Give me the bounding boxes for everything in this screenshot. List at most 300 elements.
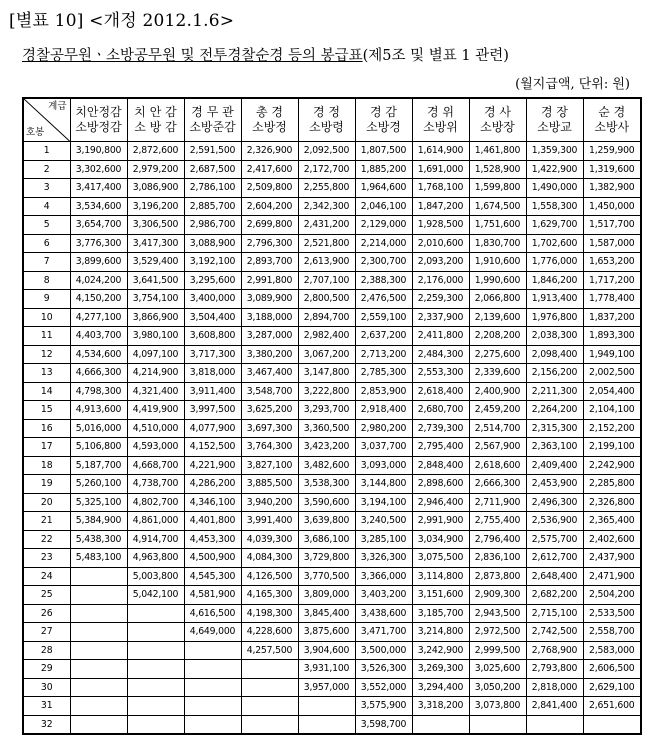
salary-cell: 2,211,300 xyxy=(526,382,583,401)
salary-cell: 2,139,600 xyxy=(469,308,526,327)
pay-row xyxy=(23,660,641,679)
salary-cell: 1,528,900 xyxy=(469,160,526,179)
salary-cell: 2,484,300 xyxy=(412,345,469,364)
fire-rank-label: 소 방 감 xyxy=(134,120,177,134)
salary-cell: 3,185,700 xyxy=(412,604,469,623)
step-number-cell: 27 xyxy=(23,623,70,642)
salary-cell: 2,637,200 xyxy=(355,327,412,346)
salary-cell: 3,192,100 xyxy=(184,253,241,272)
salary-cell: 3,991,400 xyxy=(241,512,298,531)
fire-rank-label: 소방준감 xyxy=(189,120,236,134)
rank-column-header xyxy=(355,98,412,142)
salary-cell: 2,946,400 xyxy=(412,493,469,512)
salary-cell: 3,776,300 xyxy=(70,234,127,253)
salary-cell: 3,025,600 xyxy=(469,660,526,679)
salary-cell: 3,293,700 xyxy=(298,401,355,420)
salary-cell: 2,496,300 xyxy=(526,493,583,512)
step-number-cell: 25 xyxy=(23,586,70,605)
pay-row xyxy=(23,364,641,383)
salary-cell: 5,260,100 xyxy=(70,475,127,494)
salary-cell: 2,214,000 xyxy=(355,234,412,253)
pay-row xyxy=(23,179,641,198)
salary-cell: 3,590,600 xyxy=(298,493,355,512)
salary-cell: 2,504,200 xyxy=(583,586,641,605)
salary-cell: 3,380,200 xyxy=(241,345,298,364)
salary-cell: 2,453,900 xyxy=(526,475,583,494)
salary-cell xyxy=(241,715,298,734)
salary-cell: 2,666,300 xyxy=(469,475,526,494)
salary-cell: 1,928,500 xyxy=(412,216,469,235)
salary-cell: 4,257,500 xyxy=(241,641,298,660)
salary-cell: 3,538,300 xyxy=(298,475,355,494)
salary-cell: 2,841,400 xyxy=(526,697,583,716)
salary-cell: 3,471,700 xyxy=(355,623,412,642)
salary-cell: 2,785,300 xyxy=(355,364,412,383)
salary-cell: 1,910,600 xyxy=(469,253,526,272)
salary-cell: 4,510,000 xyxy=(127,419,184,438)
fire-rank-label: 소방위 xyxy=(423,120,458,134)
salary-cell: 1,490,000 xyxy=(526,179,583,198)
step-number-cell: 15 xyxy=(23,401,70,420)
salary-cell: 3,529,400 xyxy=(127,253,184,272)
step-number-cell: 9 xyxy=(23,290,70,309)
salary-cell: 3,067,200 xyxy=(298,345,355,364)
salary-cell: 2,365,400 xyxy=(583,512,641,531)
police-rank-label: 경 위 xyxy=(427,105,454,119)
salary-cell: 4,221,900 xyxy=(184,456,241,475)
salary-cell xyxy=(70,697,127,716)
salary-cell: 3,997,500 xyxy=(184,401,241,420)
salary-cell: 3,827,100 xyxy=(241,456,298,475)
salary-cell: 3,423,200 xyxy=(298,438,355,457)
salary-cell: 4,738,700 xyxy=(127,475,184,494)
salary-cell: 1,776,000 xyxy=(526,253,583,272)
step-number-cell: 2 xyxy=(23,160,70,179)
fire-rank-label: 소방경 xyxy=(366,120,401,134)
salary-cell: 4,666,300 xyxy=(70,364,127,383)
pay-row xyxy=(23,290,641,309)
salary-cell: 3,764,300 xyxy=(241,438,298,457)
salary-cell: 4,228,600 xyxy=(241,623,298,642)
salary-cell: 3,504,400 xyxy=(184,308,241,327)
salary-cell: 1,893,300 xyxy=(583,327,641,346)
salary-cell: 4,321,400 xyxy=(127,382,184,401)
salary-cell: 2,388,300 xyxy=(355,271,412,290)
pay-row xyxy=(23,493,641,512)
step-number-cell: 12 xyxy=(23,345,70,364)
salary-cell: 3,686,100 xyxy=(298,530,355,549)
step-number-cell: 24 xyxy=(23,567,70,586)
salary-cell: 3,500,000 xyxy=(355,641,412,660)
rank-column-header xyxy=(241,98,298,142)
salary-cell: 5,042,100 xyxy=(127,586,184,605)
pay-row xyxy=(23,308,641,327)
salary-cell: 4,581,900 xyxy=(184,586,241,605)
salary-cell: 4,346,100 xyxy=(184,493,241,512)
salary-cell: 4,097,100 xyxy=(127,345,184,364)
salary-cell: 3,034,900 xyxy=(412,530,469,549)
fire-rank-label: 소방교 xyxy=(537,120,572,134)
salary-cell: 3,417,400 xyxy=(70,179,127,198)
pay-row xyxy=(23,438,641,457)
police-rank-label: 총 경 xyxy=(256,105,283,119)
pay-table-body xyxy=(23,142,641,735)
salary-cell: 1,614,900 xyxy=(412,142,469,161)
salary-cell: 4,401,800 xyxy=(184,512,241,531)
rank-column-header xyxy=(70,98,127,142)
step-number-cell: 19 xyxy=(23,475,70,494)
salary-cell: 3,729,800 xyxy=(298,549,355,568)
salary-cell xyxy=(127,604,184,623)
salary-cell: 2,476,500 xyxy=(355,290,412,309)
salary-cell: 3,957,000 xyxy=(298,678,355,697)
salary-cell: 3,467,400 xyxy=(241,364,298,383)
salary-cell: 3,073,800 xyxy=(469,697,526,716)
salary-cell: 2,612,700 xyxy=(526,549,583,568)
step-number-cell: 1 xyxy=(23,142,70,161)
salary-cell: 2,172,700 xyxy=(298,160,355,179)
salary-cell: 3,088,900 xyxy=(184,234,241,253)
step-number-cell: 16 xyxy=(23,419,70,438)
salary-cell xyxy=(583,715,641,734)
police-rank-label: 치안정감 xyxy=(75,105,122,119)
salary-cell: 4,403,700 xyxy=(70,327,127,346)
salary-cell xyxy=(70,586,127,605)
appendix-header: [별표 10] <개정 2012.1.6> xyxy=(9,11,235,31)
salary-cell: 2,591,500 xyxy=(184,142,241,161)
salary-cell: 2,618,400 xyxy=(412,382,469,401)
salary-cell: 3,151,600 xyxy=(412,586,469,605)
salary-cell: 5,384,900 xyxy=(70,512,127,531)
salary-cell: 1,976,800 xyxy=(526,308,583,327)
salary-cell: 4,419,900 xyxy=(127,401,184,420)
salary-cell: 3,639,800 xyxy=(298,512,355,531)
salary-cell: 2,980,200 xyxy=(355,419,412,438)
pay-row xyxy=(23,456,641,475)
salary-cell xyxy=(184,641,241,660)
salary-cell: 2,300,700 xyxy=(355,253,412,272)
salary-cell: 2,979,200 xyxy=(127,160,184,179)
salary-cell: 1,702,600 xyxy=(526,234,583,253)
salary-cell: 2,713,200 xyxy=(355,345,412,364)
step-number-cell: 13 xyxy=(23,364,70,383)
salary-cell: 2,242,900 xyxy=(583,456,641,475)
salary-cell: 3,875,600 xyxy=(298,623,355,642)
salary-cell: 2,853,900 xyxy=(355,382,412,401)
salary-cell: 4,214,900 xyxy=(127,364,184,383)
salary-cell: 2,326,900 xyxy=(241,142,298,161)
salary-cell: 1,461,800 xyxy=(469,142,526,161)
pay-scale-table xyxy=(22,97,642,735)
salary-cell: 3,899,600 xyxy=(70,253,127,272)
salary-cell: 3,403,200 xyxy=(355,586,412,605)
pay-row xyxy=(23,253,641,272)
salary-cell: 1,517,700 xyxy=(583,216,641,235)
salary-cell: 3,326,300 xyxy=(355,549,412,568)
fire-rank-label: 소방령 xyxy=(309,120,344,134)
salary-cell xyxy=(70,660,127,679)
salary-cell: 2,848,400 xyxy=(412,456,469,475)
police-rank-label: 치 안 감 xyxy=(134,105,177,119)
salary-cell: 1,717,200 xyxy=(583,271,641,290)
step-number-cell: 21 xyxy=(23,512,70,531)
salary-cell: 3,093,000 xyxy=(355,456,412,475)
salary-cell: 2,894,700 xyxy=(298,308,355,327)
salary-cell: 2,786,100 xyxy=(184,179,241,198)
salary-cell: 1,653,200 xyxy=(583,253,641,272)
salary-cell: 2,872,600 xyxy=(127,142,184,161)
salary-cell: 3,482,600 xyxy=(298,456,355,475)
step-number-cell: 22 xyxy=(23,530,70,549)
pay-row xyxy=(23,512,641,531)
salary-cell: 2,459,200 xyxy=(469,401,526,420)
salary-cell xyxy=(127,641,184,660)
salary-cell: 3,904,600 xyxy=(298,641,355,660)
salary-cell: 2,437,900 xyxy=(583,549,641,568)
salary-cell: 3,366,000 xyxy=(355,567,412,586)
salary-cell: 2,255,800 xyxy=(298,179,355,198)
pay-row xyxy=(23,271,641,290)
salary-cell: 3,285,100 xyxy=(355,530,412,549)
salary-cell: 2,285,800 xyxy=(583,475,641,494)
salary-cell: 2,152,200 xyxy=(583,419,641,438)
salary-cell: 2,098,400 xyxy=(526,345,583,364)
salary-cell: 4,668,700 xyxy=(127,456,184,475)
salary-cell xyxy=(298,715,355,734)
salary-cell: 2,536,900 xyxy=(526,512,583,531)
step-number-cell: 31 xyxy=(23,697,70,716)
salary-cell: 3,625,200 xyxy=(241,401,298,420)
salary-cell xyxy=(241,660,298,679)
pay-row xyxy=(23,234,641,253)
pay-row xyxy=(23,567,641,586)
salary-cell: 2,575,700 xyxy=(526,530,583,549)
salary-cell: 3,214,800 xyxy=(412,623,469,642)
pay-row xyxy=(23,419,641,438)
salary-cell: 3,552,000 xyxy=(355,678,412,697)
corner-step-label: 호봉 xyxy=(26,127,45,138)
salary-cell: 3,360,500 xyxy=(298,419,355,438)
salary-cell: 2,972,500 xyxy=(469,623,526,642)
salary-cell: 2,129,000 xyxy=(355,216,412,235)
salary-cell xyxy=(70,604,127,623)
salary-cell xyxy=(184,715,241,734)
salary-cell: 2,651,600 xyxy=(583,697,641,716)
pay-row xyxy=(23,623,641,642)
salary-cell: 5,438,300 xyxy=(70,530,127,549)
rank-column-header xyxy=(469,98,526,142)
salary-cell xyxy=(184,678,241,697)
salary-cell: 1,382,900 xyxy=(583,179,641,198)
salary-cell xyxy=(70,623,127,642)
step-number-cell: 30 xyxy=(23,678,70,697)
salary-cell: 3,641,500 xyxy=(127,271,184,290)
salary-cell: 2,275,600 xyxy=(469,345,526,364)
salary-cell: 2,604,200 xyxy=(241,197,298,216)
salary-cell: 2,066,800 xyxy=(469,290,526,309)
unit-note: (월지급액, 단위: 원) xyxy=(515,77,630,92)
salary-cell xyxy=(526,715,583,734)
salary-cell: 2,104,100 xyxy=(583,401,641,420)
step-number-cell: 17 xyxy=(23,438,70,457)
salary-cell: 2,092,500 xyxy=(298,142,355,161)
salary-cell: 4,126,500 xyxy=(241,567,298,586)
salary-cell: 3,697,300 xyxy=(241,419,298,438)
salary-cell: 2,711,900 xyxy=(469,493,526,512)
rank-column-header xyxy=(526,98,583,142)
rank-column-header xyxy=(298,98,355,142)
salary-cell: 4,024,200 xyxy=(70,271,127,290)
step-number-cell: 5 xyxy=(23,216,70,235)
salary-cell: 1,885,200 xyxy=(355,160,412,179)
salary-cell: 2,800,500 xyxy=(298,290,355,309)
pay-row xyxy=(23,678,641,697)
salary-cell: 3,400,000 xyxy=(184,290,241,309)
step-number-cell: 7 xyxy=(23,253,70,272)
salary-cell: 2,038,300 xyxy=(526,327,583,346)
salary-cell: 2,326,800 xyxy=(583,493,641,512)
salary-cell xyxy=(70,567,127,586)
salary-cell: 2,259,300 xyxy=(412,290,469,309)
salary-cell: 2,982,400 xyxy=(298,327,355,346)
step-number-cell: 6 xyxy=(23,234,70,253)
salary-cell: 2,521,800 xyxy=(298,234,355,253)
pay-row xyxy=(23,604,641,623)
salary-cell: 4,198,300 xyxy=(241,604,298,623)
salary-cell: 3,770,500 xyxy=(298,567,355,586)
police-rank-label: 경 장 xyxy=(541,105,568,119)
salary-cell: 2,909,300 xyxy=(469,586,526,605)
salary-cell: 2,046,100 xyxy=(355,197,412,216)
salary-cell xyxy=(127,715,184,734)
step-number-cell: 11 xyxy=(23,327,70,346)
salary-cell: 3,818,000 xyxy=(184,364,241,383)
salary-cell: 3,931,100 xyxy=(298,660,355,679)
salary-cell: 2,054,400 xyxy=(583,382,641,401)
salary-cell: 5,106,800 xyxy=(70,438,127,457)
salary-cell: 4,500,900 xyxy=(184,549,241,568)
salary-cell: 3,075,500 xyxy=(412,549,469,568)
salary-cell: 2,337,900 xyxy=(412,308,469,327)
salary-cell: 2,739,300 xyxy=(412,419,469,438)
police-rank-label: 경 감 xyxy=(370,105,397,119)
salary-cell: 2,363,100 xyxy=(526,438,583,457)
salary-cell: 3,194,100 xyxy=(355,493,412,512)
salary-cell: 2,411,800 xyxy=(412,327,469,346)
salary-cell: 2,796,400 xyxy=(469,530,526,549)
salary-cell: 2,768,900 xyxy=(526,641,583,660)
header-row xyxy=(23,98,641,142)
salary-cell: 3,287,000 xyxy=(241,327,298,346)
salary-cell: 2,885,700 xyxy=(184,197,241,216)
salary-cell: 1,587,000 xyxy=(583,234,641,253)
salary-cell: 1,949,100 xyxy=(583,345,641,364)
title-suffix: (제5조 및 별표 1 관련) xyxy=(362,48,509,64)
salary-cell: 4,152,500 xyxy=(184,438,241,457)
salary-cell: 3,222,800 xyxy=(298,382,355,401)
step-number-cell: 18 xyxy=(23,456,70,475)
salary-cell: 2,533,500 xyxy=(583,604,641,623)
salary-cell: 2,898,600 xyxy=(412,475,469,494)
salary-cell: 2,567,900 xyxy=(469,438,526,457)
salary-cell: 2,264,200 xyxy=(526,401,583,420)
salary-cell: 4,593,000 xyxy=(127,438,184,457)
salary-cell: 1,319,600 xyxy=(583,160,641,179)
pay-row xyxy=(23,549,641,568)
salary-cell: 3,240,500 xyxy=(355,512,412,531)
fire-rank-label: 소방정감 xyxy=(75,120,122,134)
salary-cell: 2,986,700 xyxy=(184,216,241,235)
salary-cell: 2,417,600 xyxy=(241,160,298,179)
pay-row xyxy=(23,197,641,216)
salary-cell: 2,680,700 xyxy=(412,401,469,420)
salary-cell: 2,409,400 xyxy=(526,456,583,475)
salary-cell: 5,187,700 xyxy=(70,456,127,475)
salary-cell: 2,893,700 xyxy=(241,253,298,272)
salary-cell: 2,618,600 xyxy=(469,456,526,475)
salary-cell: 1,599,800 xyxy=(469,179,526,198)
salary-cell: 3,980,100 xyxy=(127,327,184,346)
salary-cell: 4,545,300 xyxy=(184,567,241,586)
salary-cell: 1,837,200 xyxy=(583,308,641,327)
salary-cell: 3,575,900 xyxy=(355,697,412,716)
salary-cell: 2,613,900 xyxy=(298,253,355,272)
salary-cell: 4,649,000 xyxy=(184,623,241,642)
document-title xyxy=(22,44,509,65)
salary-cell xyxy=(70,641,127,660)
salary-cell: 2,999,500 xyxy=(469,641,526,660)
rank-column-header xyxy=(583,98,641,142)
salary-cell xyxy=(184,697,241,716)
salary-cell: 3,242,900 xyxy=(412,641,469,660)
fire-rank-label: 소방사 xyxy=(594,120,630,134)
pay-row xyxy=(23,327,641,346)
salary-cell: 2,400,900 xyxy=(469,382,526,401)
salary-cell: 2,707,100 xyxy=(298,271,355,290)
salary-cell: 2,509,800 xyxy=(241,179,298,198)
salary-cell: 1,990,600 xyxy=(469,271,526,290)
salary-cell: 1,558,300 xyxy=(526,197,583,216)
pay-row xyxy=(23,641,641,660)
salary-cell xyxy=(241,678,298,697)
salary-cell: 3,809,000 xyxy=(298,586,355,605)
rank-column-header xyxy=(184,98,241,142)
pay-row xyxy=(23,382,641,401)
salary-cell: 3,608,800 xyxy=(184,327,241,346)
police-rank-label: 순 경 xyxy=(598,105,626,119)
salary-cell: 2,687,500 xyxy=(184,160,241,179)
salary-cell: 4,150,200 xyxy=(70,290,127,309)
salary-cell: 2,755,400 xyxy=(469,512,526,531)
step-number-cell: 32 xyxy=(23,715,70,734)
pay-row xyxy=(23,142,641,161)
salary-cell: 3,911,400 xyxy=(184,382,241,401)
pay-row xyxy=(23,586,641,605)
salary-cell: 2,796,300 xyxy=(241,234,298,253)
salary-cell: 2,682,200 xyxy=(526,586,583,605)
pay-row xyxy=(23,160,641,179)
salary-cell: 1,259,900 xyxy=(583,142,641,161)
salary-cell: 2,629,100 xyxy=(583,678,641,697)
salary-cell: 2,559,100 xyxy=(355,308,412,327)
salary-cell: 3,147,800 xyxy=(298,364,355,383)
salary-cell: 4,277,100 xyxy=(70,308,127,327)
pay-row xyxy=(23,715,641,734)
salary-cell: 3,269,300 xyxy=(412,660,469,679)
salary-cell: 5,483,100 xyxy=(70,549,127,568)
salary-cell: 3,086,900 xyxy=(127,179,184,198)
pay-row xyxy=(23,401,641,420)
